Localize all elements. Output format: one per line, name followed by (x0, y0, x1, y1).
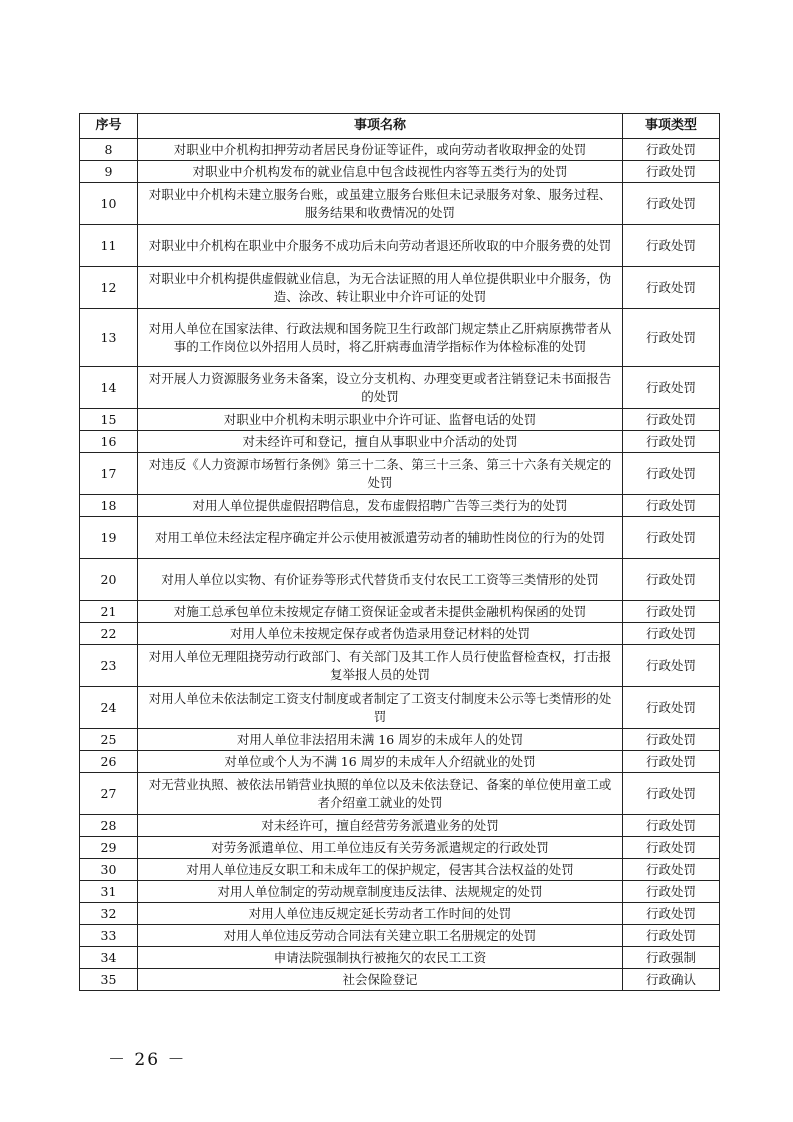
row-name: 对用人单位违反劳动合同法有关建立职工名册规定的处罚 (138, 925, 623, 947)
row-name: 对违反《人力资源市场暂行条例》第三十二条、第三十三条、第三十六条有关规定的处罚 (138, 453, 623, 495)
row-index: 29 (80, 837, 138, 859)
row-name: 对用人单位在国家法律、行政法规和国务院卫生行政部门规定禁止乙肝病原携带者从事的工作岗位以外招用人员时，将乙肝病毒血清学指标作为体检标准的处罚 (138, 309, 623, 367)
row-index: 10 (80, 183, 138, 225)
row-index: 21 (80, 601, 138, 623)
row-name: 对用人单位制定的劳动规章制度违反法律、法规规定的处罚 (138, 881, 623, 903)
row-type: 行政处罚 (623, 431, 720, 453)
row-index: 26 (80, 751, 138, 773)
row-index: 12 (80, 267, 138, 309)
table-row (80, 453, 720, 495)
row-type: 行政处罚 (623, 903, 720, 925)
row-name: 对未经许可和登记，擅自从事职业中介活动的处罚 (138, 431, 623, 453)
row-type: 行政处罚 (623, 267, 720, 309)
row-index: 35 (80, 969, 138, 991)
row-name: 对无营业执照、被依法吊销营业执照的单位以及未依法登记、备案的单位使用童工或者介绍童工就业的处罚 (138, 773, 623, 815)
row-index: 13 (80, 309, 138, 367)
header-index: 序号 (80, 114, 138, 139)
row-name: 对用人单位非法招用未满 16 周岁的未成年人的处罚 (138, 729, 623, 751)
row-type: 行政确认 (623, 969, 720, 991)
row-index: 27 (80, 773, 138, 815)
row-index: 14 (80, 367, 138, 409)
row-index: 25 (80, 729, 138, 751)
table-row (80, 601, 720, 623)
row-type: 行政处罚 (623, 751, 720, 773)
row-type: 行政处罚 (623, 309, 720, 367)
row-type: 行政处罚 (623, 517, 720, 559)
row-name: 社会保险登记 (138, 969, 623, 991)
table-row (80, 751, 720, 773)
table-row (80, 267, 720, 309)
row-name: 对职业中介机构扣押劳动者居民身份证等证件，或向劳动者收取押金的处罚 (138, 139, 623, 161)
row-name: 对用人单位违反规定延长劳动者工作时间的处罚 (138, 903, 623, 925)
page-number: － 26 － (108, 1050, 187, 1070)
row-index: 32 (80, 903, 138, 925)
row-name: 对用人单位无理阻挠劳动行政部门、有关部门及其工作人员行使监督检查权，打击报复举报人员的处罚 (138, 645, 623, 687)
table-row (80, 837, 720, 859)
header-name: 事项名称 (138, 114, 623, 139)
row-name: 对职业中介机构未建立服务台账，或虽建立服务台账但未记录服务对象、服务过程、服务结果和收费情况的处罚 (138, 183, 623, 225)
row-index: 31 (80, 881, 138, 903)
row-type: 行政处罚 (623, 881, 720, 903)
row-name: 对职业中介机构发布的就业信息中包含歧视性内容等五类行为的处罚 (138, 161, 623, 183)
row-type: 行政处罚 (623, 495, 720, 517)
row-index: 11 (80, 225, 138, 267)
row-type: 行政处罚 (623, 859, 720, 881)
row-type: 行政处罚 (623, 183, 720, 225)
table-header-row (80, 114, 720, 139)
row-index: 9 (80, 161, 138, 183)
row-name: 对劳务派遣单位、用工单位违反有关劳务派遣规定的行政处罚 (138, 837, 623, 859)
table-row (80, 517, 720, 559)
table-row (80, 903, 720, 925)
table-row (80, 139, 720, 161)
row-index: 34 (80, 947, 138, 969)
row-type: 行政处罚 (623, 161, 720, 183)
row-type: 行政处罚 (623, 925, 720, 947)
row-name: 对用人单位以实物、有价证券等形式代替货币支付农民工工资等三类情形的处罚 (138, 559, 623, 601)
table-row (80, 309, 720, 367)
row-name: 对开展人力资源服务业务未备案，设立分支机构、办理变更或者注销登记未书面报告的处罚 (138, 367, 623, 409)
table-row (80, 859, 720, 881)
table-row (80, 431, 720, 453)
row-index: 23 (80, 645, 138, 687)
row-type: 行政处罚 (623, 559, 720, 601)
row-type: 行政处罚 (623, 773, 720, 815)
row-name: 对单位或个人为不满 16 周岁的未成年人介绍就业的处罚 (138, 751, 623, 773)
row-type: 行政处罚 (623, 645, 720, 687)
row-index: 19 (80, 517, 138, 559)
row-name: 对用人单位未依法制定工资支付制度或者制定了工资支付制度未公示等七类情形的处罚 (138, 687, 623, 729)
row-name: 对职业中介机构提供虚假就业信息，为无合法证照的用人单位提供职业中介服务，伪造、涂改、转让职业中介许可证的处罚 (138, 267, 623, 309)
row-name: 对用人单位未按规定保存或者伪造录用登记材料的处罚 (138, 623, 623, 645)
table-row (80, 559, 720, 601)
row-type: 行政处罚 (623, 623, 720, 645)
row-type: 行政处罚 (623, 409, 720, 431)
table-row (80, 495, 720, 517)
row-name: 对职业中介机构在职业中介服务不成功后未向劳动者退还所收取的中介服务费的处罚 (138, 225, 623, 267)
table-row (80, 947, 720, 969)
table-row (80, 881, 720, 903)
row-type: 行政处罚 (623, 225, 720, 267)
row-type: 行政强制 (623, 947, 720, 969)
table-row (80, 225, 720, 267)
row-index: 16 (80, 431, 138, 453)
header-type: 事项类型 (623, 114, 720, 139)
row-index: 15 (80, 409, 138, 431)
table-row (80, 409, 720, 431)
row-name: 对用人单位提供虚假招聘信息，发布虚假招聘广告等三类行为的处罚 (138, 495, 623, 517)
matters-table (79, 113, 720, 991)
table-row (80, 815, 720, 837)
row-type: 行政处罚 (623, 815, 720, 837)
row-name: 申请法院强制执行被拖欠的农民工工资 (138, 947, 623, 969)
row-index: 17 (80, 453, 138, 495)
row-index: 22 (80, 623, 138, 645)
row-name: 对施工总承包单位未按规定存储工资保证金或者未提供金融机构保函的处罚 (138, 601, 623, 623)
row-type: 行政处罚 (623, 139, 720, 161)
row-type: 行政处罚 (623, 687, 720, 729)
table-row (80, 623, 720, 645)
table-row (80, 729, 720, 751)
row-index: 33 (80, 925, 138, 947)
row-index: 28 (80, 815, 138, 837)
row-name: 对职业中介机构未明示职业中介许可证、监督电话的处罚 (138, 409, 623, 431)
row-index: 24 (80, 687, 138, 729)
row-name: 对用工单位未经法定程序确定并公示使用被派遣劳动者的辅助性岗位的行为的处罚 (138, 517, 623, 559)
table-row (80, 161, 720, 183)
table-row (80, 183, 720, 225)
row-type: 行政处罚 (623, 367, 720, 409)
row-index: 18 (80, 495, 138, 517)
table-row (80, 367, 720, 409)
row-name: 对未经许可，擅自经营劳务派遣业务的处罚 (138, 815, 623, 837)
table-row (80, 773, 720, 815)
table-row (80, 687, 720, 729)
table-body (80, 139, 720, 991)
row-index: 8 (80, 139, 138, 161)
row-name: 对用人单位违反女职工和未成年工的保护规定，侵害其合法权益的处罚 (138, 859, 623, 881)
table-row (80, 969, 720, 991)
row-index: 30 (80, 859, 138, 881)
table-row (80, 925, 720, 947)
row-type: 行政处罚 (623, 837, 720, 859)
row-type: 行政处罚 (623, 601, 720, 623)
row-index: 20 (80, 559, 138, 601)
table-row (80, 645, 720, 687)
row-type: 行政处罚 (623, 729, 720, 751)
row-type: 行政处罚 (623, 453, 720, 495)
